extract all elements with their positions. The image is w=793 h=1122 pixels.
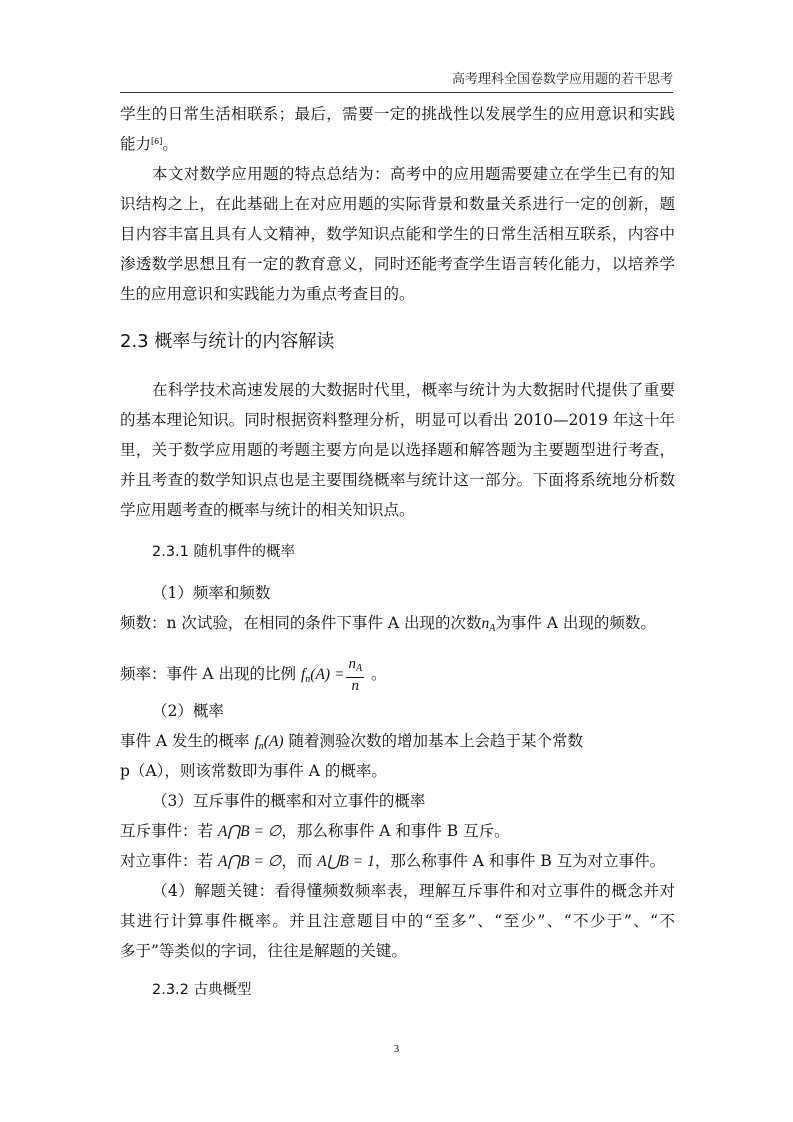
freq-count-line: 频数：n 次试验，在相同的条件下事件 A 出现的次数nA为事件 A 出现的频数。 xyxy=(120,614,656,634)
item4-line: （4）解题关键：看得懂频数频率表，理解互斥事件和对立事件的概念并对 xyxy=(152,882,675,900)
para2-line: 生的应用意识和实践能力为重点考查目的。 xyxy=(120,285,415,303)
para2-line: 目内容丰富且具有人文精神，数学知识点能和学生的日常生活相互联系，内容中 xyxy=(120,225,675,243)
para3-line: 学应用题考查的概率与统计的相关知识点。 xyxy=(120,501,415,519)
prob-line1: 事件 A 发生的概率 fn(A) 随着测验次数的增加基本上会趋于某个常数 xyxy=(120,732,584,752)
para3-line: 的基本理论知识。同时根据资料整理分析，明显可以看出 2010—2019 年这十年 xyxy=(120,411,675,429)
item4-line: 其进行计算事件概率。并且注意题目中的“至多”、“至少”、“不少于”、“不 xyxy=(120,912,675,930)
prob-line2: p（A），则该常数即为事件 A 的概率。 xyxy=(120,762,387,780)
citation[interactable]: [6] xyxy=(151,137,163,146)
para1-line2: 能力[6]。 xyxy=(120,135,178,153)
para2-line: 本文对数学应用题的特点总结为：高考中的应用题需要建立在学生已有的知 xyxy=(152,165,675,183)
subsection-heading: 2.3.2 古典概型 xyxy=(152,982,252,998)
para3-line: 并且考查的数学知识点也是主要围绕概率与统计这一部分。下面将系统地分析数 xyxy=(120,471,675,489)
item2-label: （2）概率 xyxy=(152,702,224,720)
para1-text: 能力 xyxy=(120,135,152,153)
mutex-line: 互斥事件：若 A⋂B = ∅，那么称事件 A 和事件 B 互斥。 xyxy=(120,822,510,840)
header-rule xyxy=(120,92,673,93)
para2-line: 识结构之上，在此基础上在对应用题的实际背景和数量关系进行一定的创新，题 xyxy=(120,195,675,213)
item1-label: （1）频率和频数 xyxy=(152,584,271,602)
section-heading: 2.3 概率与统计的内容解读 xyxy=(120,331,335,352)
page-number: 3 xyxy=(393,1043,400,1055)
opposite-line: 对立事件：若 A⋂B = ∅，而 A⋃B = 1，那么称事件 A 和事件 B 互为对立事件。 xyxy=(120,852,666,870)
item3-label: （3）互斥事件的概率和对立事件的概率 xyxy=(152,792,426,810)
para2-line: 渗透数学思想且有一定的教育意义，同时还能考查学生语言转化能力，以培养学 xyxy=(120,255,675,273)
para3-line: 在科学技术高速发展的大数据时代里，概率与统计为大数据时代提供了重要 xyxy=(152,381,675,399)
subsection-heading: 2.3.1 随机事件的概率 xyxy=(152,544,296,560)
freq-line: 频率：事件 A 出现的比例 fn(A) = $\frac{n_A}{n}$ 。 xyxy=(120,656,387,694)
para1-line1: 学生的日常生活相联系；最后，需要一定的挑战性以发展学生的应用意识和实践 xyxy=(120,105,675,123)
running-header: 高考理科全国卷数学应用题的若干思考 xyxy=(451,72,673,87)
item4-line: 多于”等类似的字词，往往是解题的关键。 xyxy=(120,942,407,960)
para3-line: 里，关于数学应用题的考题主要方向是以选择题和解答题为主要题型进行考查， xyxy=(120,441,675,459)
frac-nA-over-n: $\frac{n_A}{n}$ xyxy=(348,656,363,694)
